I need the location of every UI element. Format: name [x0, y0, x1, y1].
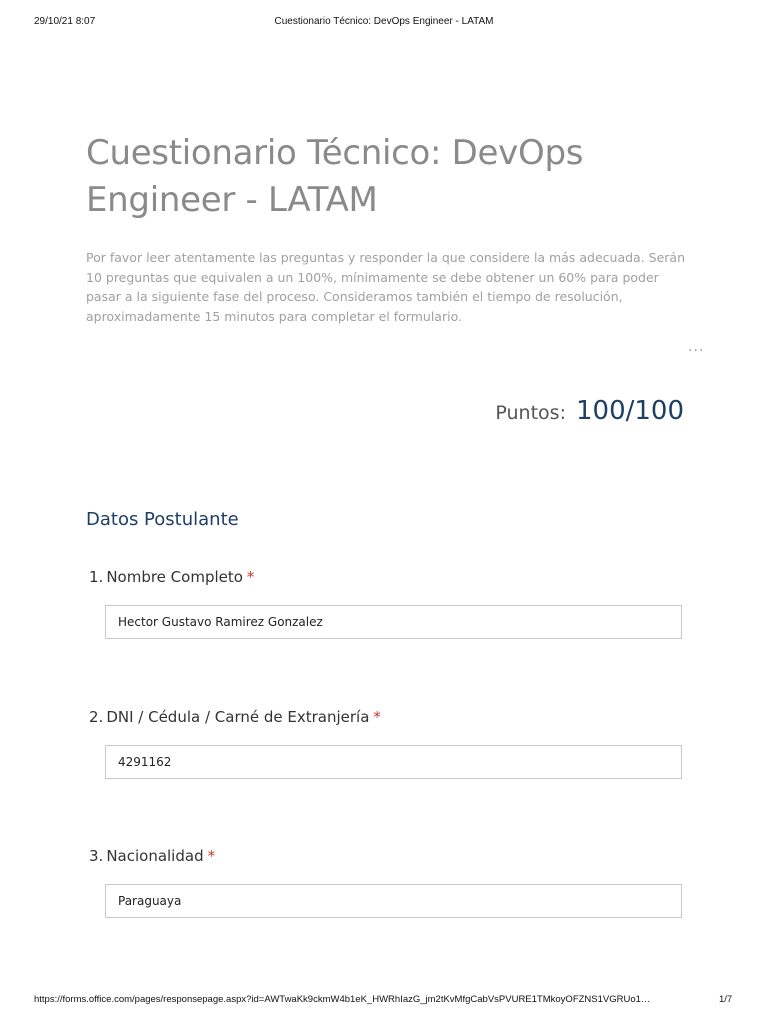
answer-field-dni[interactable]: 4291162	[105, 745, 682, 779]
score-label: Puntos:	[495, 402, 566, 424]
required-mark: *	[207, 847, 216, 865]
print-date: 29/10/21 8:07	[34, 16, 96, 27]
answer-field-nacionalidad[interactable]: Paraguaya	[105, 884, 682, 918]
question-number: 2.	[89, 708, 104, 726]
question-dni	[89, 706, 684, 769]
question-label	[89, 845, 684, 867]
question-text: Nacionalidad	[106, 847, 204, 865]
question-text: DNI / Cédula / Carné de Extranjería	[106, 708, 370, 726]
more-options-icon[interactable]: ···	[688, 343, 705, 359]
print-footer	[0, 994, 768, 1008]
required-mark: *	[246, 568, 255, 586]
question-number: 1.	[89, 568, 104, 586]
answer-field-nombre[interactable]: Hector Gustavo Ramirez Gonzalez	[105, 605, 682, 639]
question-label	[89, 706, 684, 728]
print-page-title: Cuestionario Técnico: DevOps Engineer - LATAM	[274, 16, 494, 27]
question-text: Nombre Completo	[106, 568, 243, 586]
question-nacionalidad	[89, 845, 684, 908]
print-header	[0, 16, 768, 32]
question-nombre-completo	[89, 566, 684, 629]
score-value: 100/100	[575, 396, 684, 426]
question-label	[89, 566, 684, 588]
score-display	[495, 396, 684, 426]
form-title: Cuestionario Técnico: DevOps Engineer - LATAM	[86, 133, 584, 220]
form-description: Por favor leer atentamente las preguntas y responder la que considere la más adecuada. Serán 10 preguntas que equivalen a un 100%, mínimamente se debe obtener un 60% para poder pasar a la siguiente fase del proceso. Consideramos también el tiempo de resolución, aproximadamente 15 minutos para completar el formulario.	[86, 250, 686, 324]
required-mark: *	[373, 708, 381, 726]
section-title: Datos Postulante	[86, 509, 239, 530]
print-url: https://forms.office.com/pages/responsepage.aspx?id=AWTwaKk9ckmW4b1eK_HWRhIazG_jm2tKvMfgCabVsPVURE1TMkoyOFZNS1VGRUo1…	[34, 994, 651, 1005]
print-page-number: 1/7	[719, 994, 733, 1005]
question-number: 3.	[89, 847, 104, 865]
